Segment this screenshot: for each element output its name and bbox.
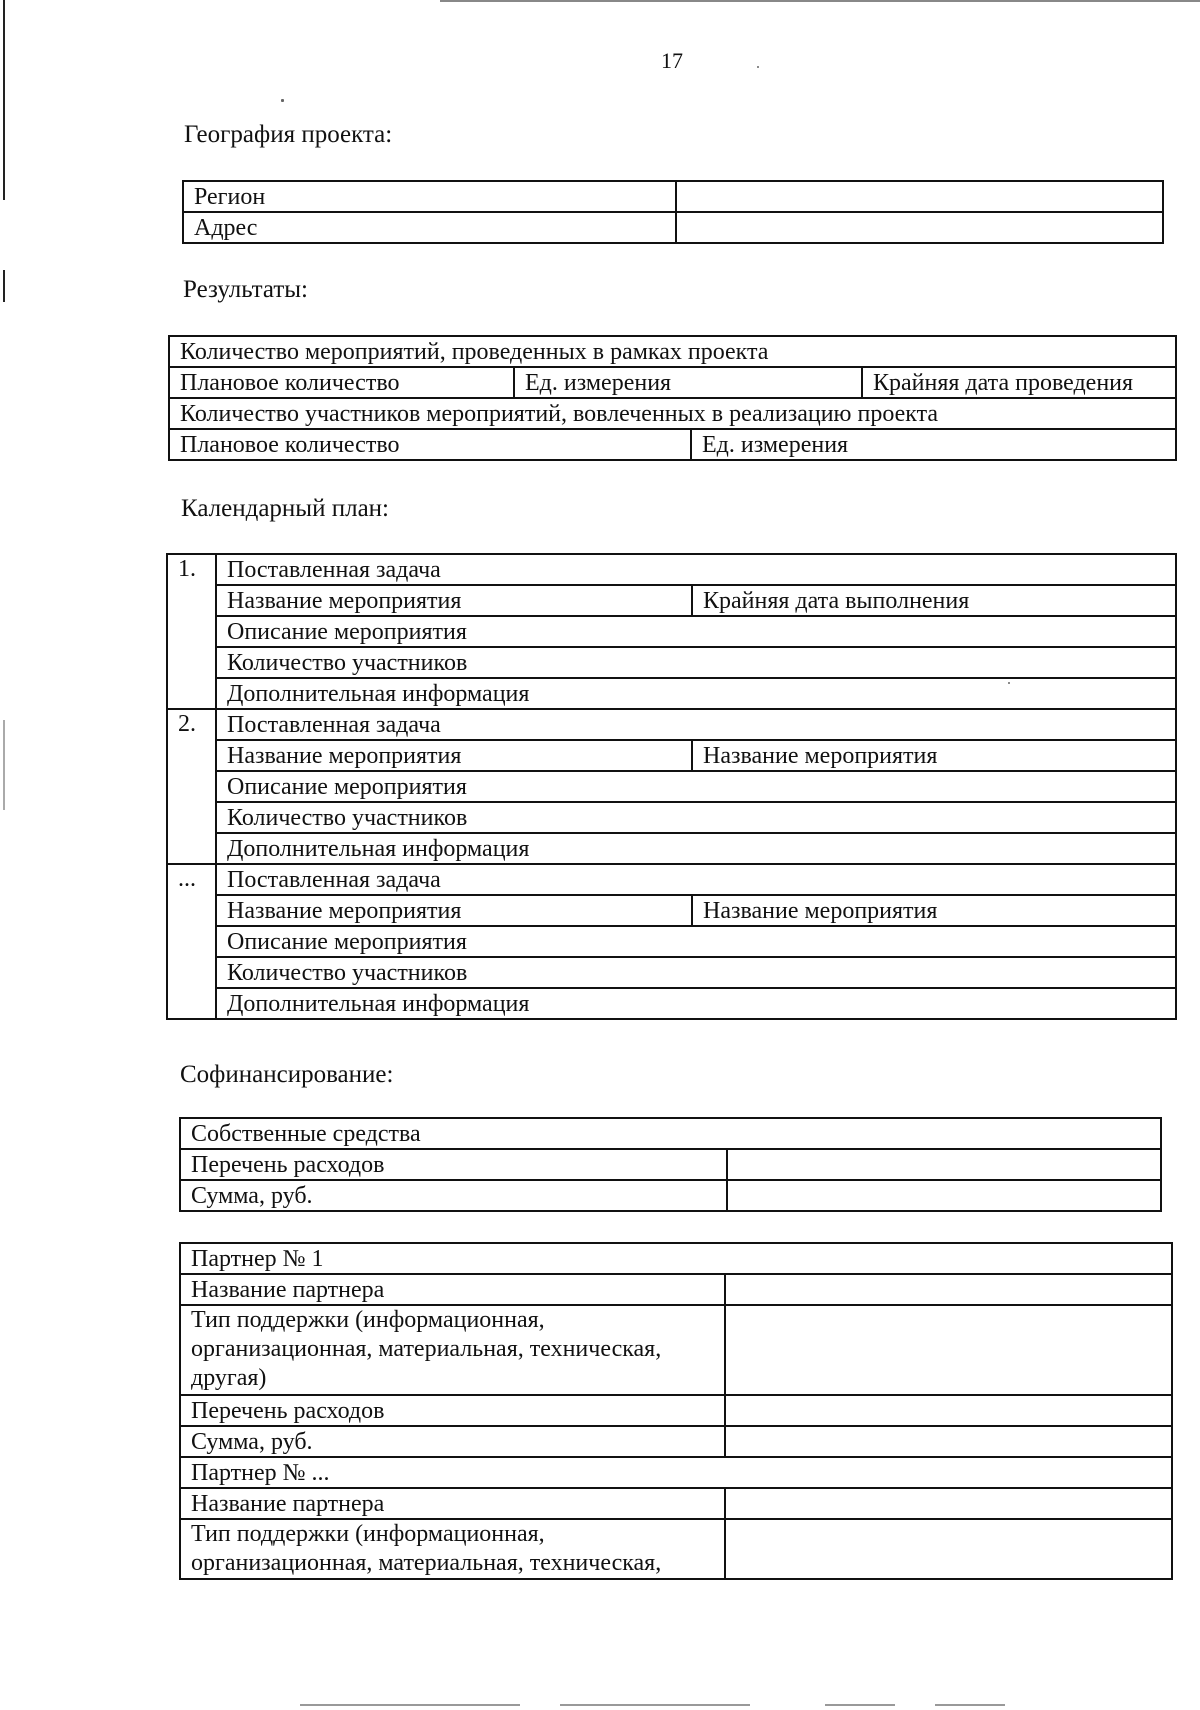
table-row [180, 1243, 1172, 1274]
results-table [168, 335, 1177, 461]
table-row [180, 1305, 1172, 1395]
task-cell[interactable]: Поставленная задача [216, 709, 1176, 740]
planned-count-cell[interactable]: Плановое количество [169, 367, 514, 398]
event-name-cell[interactable]: Название мероприятия [216, 895, 692, 926]
table-row [167, 616, 1176, 647]
block-number: 2. [167, 709, 216, 864]
table-row [180, 1519, 1172, 1579]
participants-cell[interactable]: Количество участников [216, 647, 1176, 678]
participants-unit-cell[interactable]: Ед. измерения [691, 429, 1176, 460]
table-row [180, 1118, 1161, 1149]
block-number: 1. [167, 554, 216, 709]
partner-sum-value[interactable] [725, 1426, 1172, 1457]
partner-expenses-value[interactable] [725, 1395, 1172, 1426]
scan-bottom-line [300, 1704, 520, 1706]
table-row [167, 647, 1176, 678]
partner-header: Партнер № ... [180, 1457, 1172, 1488]
description-cell[interactable]: Описание мероприятия [216, 926, 1176, 957]
support-type-value[interactable] [725, 1519, 1172, 1579]
scan-edge-mark [3, 270, 5, 302]
event-name-right-cell[interactable]: Название мероприятия [692, 740, 1176, 771]
results-heading: Результаты: [183, 276, 308, 303]
event-name-right-cell[interactable]: Название мероприятия [692, 895, 1176, 926]
support-type-label: Тип поддержки (информационная, организационная, материальная, техническая, другая) [180, 1305, 725, 1395]
table-row [183, 212, 1163, 243]
table-row [167, 709, 1176, 740]
table-row [169, 429, 1176, 460]
deadline-cell[interactable]: Крайняя дата проведения [862, 367, 1176, 398]
partner-name-label: Название партнера [180, 1488, 725, 1519]
extra-info-cell[interactable]: Дополнительная информация [216, 988, 1176, 1019]
table-row [167, 864, 1176, 895]
partner-name-value[interactable] [725, 1488, 1172, 1519]
calendar-table [166, 553, 1177, 1020]
table-row [180, 1395, 1172, 1426]
table-row [169, 398, 1176, 429]
extra-info-cell[interactable]: Дополнительная информация [216, 678, 1176, 709]
table-row [167, 895, 1176, 926]
sum-value[interactable] [727, 1180, 1161, 1211]
participants-cell[interactable]: Количество участников [216, 957, 1176, 988]
description-cell[interactable]: Описание мероприятия [216, 771, 1176, 802]
own-funds-table [179, 1117, 1162, 1212]
table-row [180, 1488, 1172, 1519]
partner-sum-label: Сумма, руб. [180, 1426, 725, 1457]
partner-name-label: Название партнера [180, 1274, 725, 1305]
table-row [180, 1180, 1161, 1211]
table-row [180, 1274, 1172, 1305]
table-row [167, 988, 1176, 1019]
scan-edge-mark [3, 0, 5, 200]
own-funds-header: Собственные средства [180, 1118, 1161, 1149]
table-row [169, 367, 1176, 398]
page-number: 17 [661, 48, 683, 73]
expenses-value[interactable] [727, 1149, 1161, 1180]
event-name-cell[interactable]: Название мероприятия [216, 585, 692, 616]
cofinancing-heading: Софинансирование: [180, 1061, 394, 1088]
scan-edge-mark [3, 720, 5, 810]
scan-top-line [440, 0, 1200, 2]
calendar-heading: Календарный план: [181, 495, 390, 522]
scan-bottom-line [560, 1704, 750, 1706]
table-row [183, 181, 1163, 212]
partners-table [179, 1242, 1173, 1580]
table-row [167, 926, 1176, 957]
table-row [180, 1457, 1172, 1488]
partner-header: Партнер № 1 [180, 1243, 1172, 1274]
scan-speck [281, 99, 284, 102]
address-label: Адрес [183, 212, 676, 243]
description-cell[interactable]: Описание мероприятия [216, 616, 1176, 647]
deadline-cell[interactable]: Крайняя дата выполнения [692, 585, 1176, 616]
table-row [167, 554, 1176, 585]
participants-count-header: Количество участников мероприятий, вовлеченных в реализацию проекта [169, 398, 1176, 429]
expenses-label: Перечень расходов [180, 1149, 727, 1180]
scan-speck [757, 66, 759, 68]
geography-table [182, 180, 1164, 244]
support-type-label: Тип поддержки (информационная, организационная, материальная, техническая, [180, 1519, 725, 1579]
scan-bottom-line [935, 1704, 1005, 1706]
table-row [180, 1149, 1161, 1180]
extra-info-cell[interactable]: Дополнительная информация [216, 833, 1176, 864]
planned-participants-cell[interactable]: Плановое количество [169, 429, 691, 460]
table-row [167, 678, 1176, 709]
event-name-cell[interactable]: Название мероприятия [216, 740, 692, 771]
events-count-header: Количество мероприятий, проведенных в рамках проекта [169, 336, 1176, 367]
partner-name-value[interactable] [725, 1274, 1172, 1305]
task-cell[interactable]: Поставленная задача [216, 864, 1176, 895]
table-row [167, 833, 1176, 864]
address-value[interactable] [676, 212, 1163, 243]
table-row [180, 1426, 1172, 1457]
table-row [167, 771, 1176, 802]
participants-cell[interactable]: Количество участников [216, 802, 1176, 833]
block-number: ... [167, 864, 216, 1019]
region-label: Регион [183, 181, 676, 212]
region-value[interactable] [676, 181, 1163, 212]
table-row [167, 957, 1176, 988]
task-cell[interactable]: Поставленная задача [216, 554, 1176, 585]
partner-expenses-label: Перечень расходов [180, 1395, 725, 1426]
unit-cell[interactable]: Ед. измерения [514, 367, 862, 398]
table-row [167, 585, 1176, 616]
geography-heading: География проекта: [184, 121, 393, 148]
table-row [169, 336, 1176, 367]
table-row [167, 802, 1176, 833]
sum-label: Сумма, руб. [180, 1180, 727, 1211]
support-type-value[interactable] [725, 1305, 1172, 1395]
table-row [167, 740, 1176, 771]
scan-bottom-line [825, 1704, 895, 1706]
